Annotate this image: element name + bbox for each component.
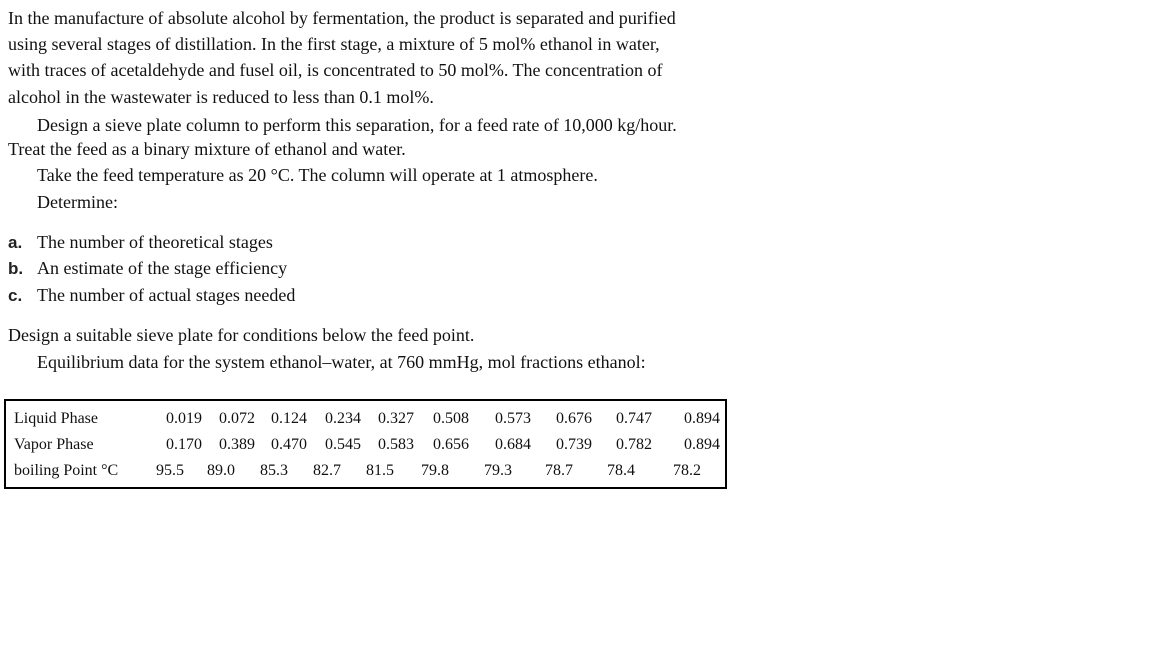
table-cell: 95.5 <box>156 462 184 479</box>
paragraph-line-2: using several stages of distillation. In the first stage, a mixture of 5 mol% ethanol in water, <box>8 34 660 54</box>
list-marker: a. <box>8 233 23 252</box>
table-cell: 0.234 <box>325 410 361 427</box>
table-cell: 0.894 <box>684 436 720 453</box>
table-cell: 0.782 <box>616 436 652 453</box>
list-marker: c. <box>8 286 23 305</box>
table-cell: 0.739 <box>556 436 592 453</box>
table-cell: 0.389 <box>219 436 255 453</box>
table-cell: 0.170 <box>166 436 202 453</box>
list-marker: b. <box>8 259 24 278</box>
table-cell: 79.3 <box>484 462 512 479</box>
table-cell: 0.747 <box>616 410 652 427</box>
list-item-a <box>8 229 273 257</box>
table-cell: 79.8 <box>421 462 449 479</box>
row-label: Liquid Phase <box>14 410 98 427</box>
list-item-c <box>8 282 295 310</box>
list-text: An estimate of the stage efficiency <box>37 258 288 278</box>
paragraph-line-4: alcohol in the wastewater is reduced to less than 0.1 mol%. <box>8 87 434 107</box>
paragraph-line-6: Treat the feed as a binary mixture of ethanol and water. <box>8 139 406 159</box>
paragraph-line-1: In the manufacture of absolute alcohol by fermentation, the product is separated and purified <box>8 8 676 28</box>
row-label: boiling Point °C <box>14 462 119 479</box>
list-text: The number of theoretical stages <box>37 232 273 252</box>
list-item-b <box>8 255 287 283</box>
table-cell: 0.327 <box>378 410 414 427</box>
table-cell: 78.7 <box>545 462 573 479</box>
table-cell: 85.3 <box>260 462 288 479</box>
table-cell: 0.656 <box>433 436 469 453</box>
table-row-vapor <box>6 432 725 458</box>
table-cell: 0.545 <box>325 436 361 453</box>
paragraph-line-5: Design a sieve plate column to perform this separation, for a feed rate of 10,000 kg/hour. <box>37 115 677 135</box>
table-cell: 0.019 <box>166 410 202 427</box>
paragraph-sieve-plate: Design a suitable sieve plate for conditions below the feed point. <box>8 325 475 345</box>
paragraph-equilibrium: Equilibrium data for the system ethanol–water, at 760 mmHg, mol fractions ethanol: <box>37 352 646 372</box>
row-label: Vapor Phase <box>14 436 94 453</box>
table-row-boiling-point <box>6 458 725 484</box>
table-cell: 78.2 <box>673 462 701 479</box>
paragraph-line-3: with traces of acetaldehyde and fusel oil, is concentrated to 50 mol%. The concentration of <box>8 60 663 80</box>
equilibrium-table <box>4 399 727 489</box>
table-cell: 0.676 <box>556 410 592 427</box>
table-cell: 0.583 <box>378 436 414 453</box>
table-cell: 78.4 <box>607 462 635 479</box>
table-cell: 0.470 <box>271 436 307 453</box>
table-cell: 0.072 <box>219 410 255 427</box>
table-cell: 81.5 <box>366 462 394 479</box>
table-row-liquid <box>6 406 725 432</box>
table-cell: 82.7 <box>313 462 341 479</box>
table-cell: 0.894 <box>684 410 720 427</box>
table-cell: 89.0 <box>207 462 235 479</box>
paragraph-line-8: Determine: <box>37 192 118 212</box>
table-cell: 0.684 <box>495 436 531 453</box>
list-text: The number of actual stages needed <box>37 285 296 305</box>
table-cell: 0.508 <box>433 410 469 427</box>
paragraph-line-7: Take the feed temperature as 20 °C. The column will operate at 1 atmosphere. <box>37 165 598 185</box>
table-cell: 0.573 <box>495 410 531 427</box>
table-cell: 0.124 <box>271 410 307 427</box>
